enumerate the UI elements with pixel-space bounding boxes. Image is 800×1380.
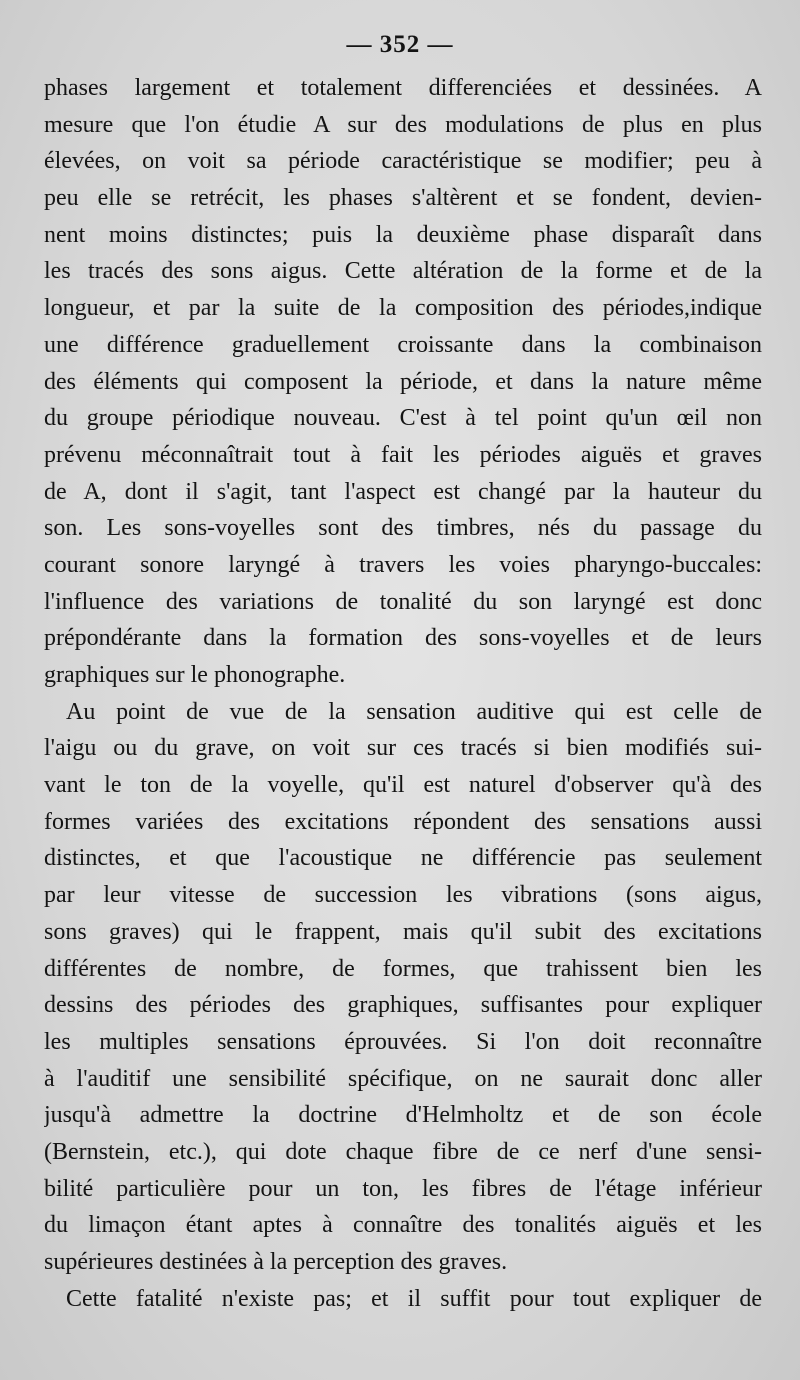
text-line: mesure que l'on étudie A sur des modulations de plus en plus: [44, 111, 762, 138]
text-line: différentes de nombre, de formes, que trahissent bien les: [44, 955, 762, 982]
text-line: une différence graduellement croissante dans la combinaison: [44, 331, 762, 358]
body-text: [44, 70, 762, 1317]
text-line: jusqu'à admettre la doctrine d'Helmholtz et de son école: [44, 1102, 762, 1129]
text-line: supérieures destinées à la perception des graves.: [44, 1249, 508, 1275]
text-line: l'aigu ou du grave, on voit sur ces tracés si bien modifiés sui-: [44, 735, 762, 762]
text-line: dessins des périodes des graphiques, suffisantes pour expliquer: [44, 992, 762, 1019]
text-line: phases largement et totalement differenciées et dessinées. A: [44, 75, 762, 101]
text-line: (Bernstein, etc.), qui dote chaque fibre de ce nerf d'une sensi-: [44, 1138, 762, 1165]
text-line: bilité particulière pour un ton, les fibres de l'étage inférieur: [44, 1175, 762, 1202]
text-line: graphiques sur le phonographe.: [44, 662, 346, 688]
text-line: du groupe périodique nouveau. C'est à tel point qu'un œil non: [44, 405, 762, 432]
text-line: sons graves) qui le frappent, mais qu'il subit des excitations: [44, 918, 762, 945]
text-line: Cette fatalité n'existe pas; et il suffit pour tout expliquer de: [66, 1285, 762, 1312]
text-line: distinctes, et que l'acoustique ne différencie pas seulement: [44, 845, 762, 872]
page-number: — 352 —: [346, 31, 454, 58]
text-line: les multiples sensations éprouvées. Si l'on doit reconnaître: [44, 1028, 762, 1055]
text-line: prévenu méconnaîtrait tout à fait les périodes aiguës et graves: [44, 441, 762, 468]
text-line: vant le ton de la voyelle, qu'il est naturel d'observer qu'à des: [44, 772, 762, 799]
text-line: peu elle se retrécit, les phases s'altèrent et se fondent, devien-: [44, 185, 762, 212]
text-line: du limaçon étant aptes à connaître des tonalités aiguës et les: [44, 1212, 762, 1239]
text-line: à l'auditif une sensibilité spécifique, on ne saurait donc aller: [44, 1065, 762, 1092]
text-line: des éléments qui composent la période, et dans la nature même: [44, 368, 762, 395]
text-line: son. Les sons-voyelles sont des timbres, nés du passage du: [44, 515, 762, 542]
text-line: Au point de vue de la sensation auditive qui est celle de: [66, 698, 762, 725]
text-line: courant sonore laryngé à travers les voies pharyngo-buccales:: [44, 551, 762, 578]
text-line: prépondérante dans la formation des sons-voyelles et de leurs: [44, 625, 762, 652]
text-line: nent moins distinctes; puis la deuxième phase disparaît dans: [44, 221, 762, 248]
text-line: l'influence des variations de tonalité du son laryngé est donc: [44, 588, 762, 615]
text-line: par leur vitesse de succession les vibrations (sons aigus,: [44, 882, 762, 909]
text-line: les tracés des sons aigus. Cette altération de la forme et de la: [44, 258, 762, 285]
text-line: longueur, et par la suite de la composition des périodes,indique: [44, 295, 762, 322]
text-line: formes variées des excitations répondent des sensations aussi: [44, 808, 762, 835]
text-line: de A, dont il s'agit, tant l'aspect est changé par la hauteur du: [44, 478, 762, 505]
text-line: élevées, on voit sa période caractéristique se modifier; peu à: [44, 148, 762, 175]
